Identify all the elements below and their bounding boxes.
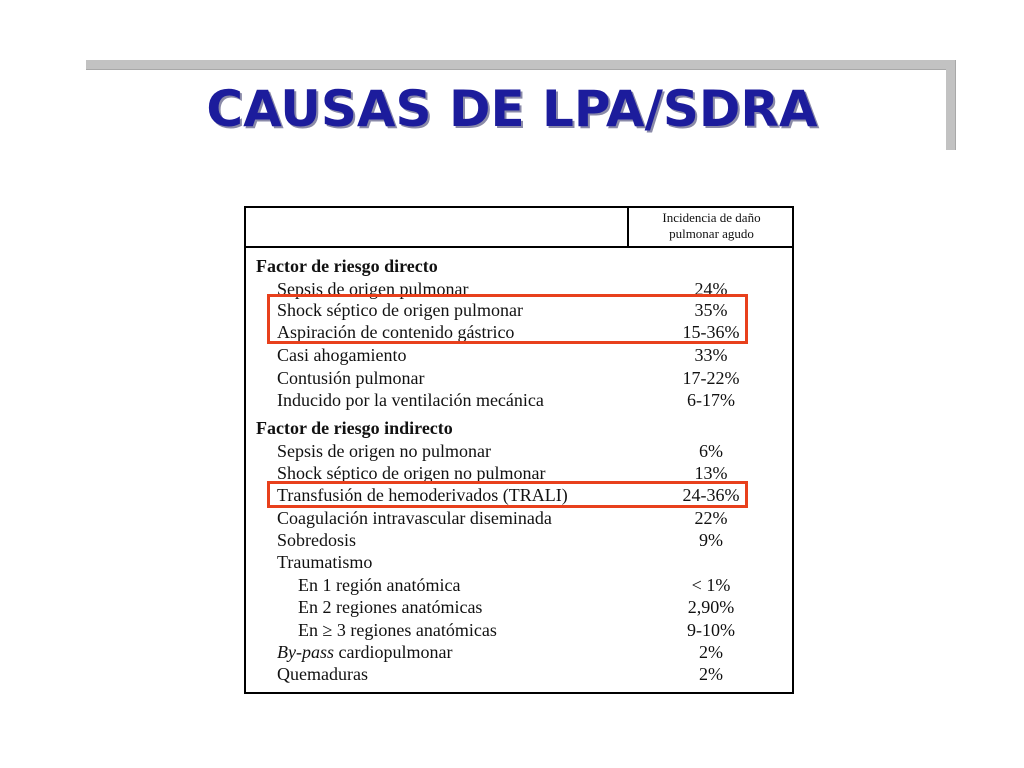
row-value: 6% bbox=[699, 441, 723, 461]
section-indirect-title: Factor de riesgo indirecto bbox=[256, 418, 453, 438]
row-value: 9% bbox=[699, 530, 723, 550]
row-value: 2% bbox=[699, 664, 723, 684]
row-value: < 1% bbox=[691, 575, 731, 595]
row-label: Shock séptico de origen no pulmonar bbox=[277, 463, 546, 483]
table-row bbox=[246, 345, 792, 368]
highlight-box-trali bbox=[267, 481, 748, 508]
table-row bbox=[246, 552, 792, 575]
table-row bbox=[246, 441, 792, 464]
table-row bbox=[246, 575, 792, 598]
row-label: En ≥ 3 regiones anatómicas bbox=[298, 620, 497, 640]
table-row bbox=[246, 390, 792, 413]
row-label: Sepsis de origen pulmonar bbox=[277, 279, 469, 299]
section-indirect-title-row bbox=[246, 418, 792, 441]
row-label: Casi ahogamiento bbox=[277, 345, 407, 365]
row-value: 24-36% bbox=[682, 485, 740, 505]
row-label: Traumatismo bbox=[277, 552, 373, 572]
row-value: 24% bbox=[694, 279, 728, 299]
row-label: Sobredosis bbox=[277, 530, 357, 550]
row-label: Quemaduras bbox=[277, 664, 368, 684]
row-value: 35% bbox=[694, 300, 728, 320]
row-label: Aspiración de contenido gástrico bbox=[277, 322, 515, 342]
row-value: 13% bbox=[694, 463, 728, 483]
row-value: 22% bbox=[694, 508, 728, 528]
table-header-divider bbox=[244, 246, 794, 248]
incidence-header-line2: pulmonar agudo bbox=[669, 226, 754, 241]
row-label bbox=[277, 642, 452, 663]
row-label: En 2 regiones anatómicas bbox=[298, 597, 483, 617]
incidence-column-header bbox=[629, 206, 794, 246]
row-label-italic: By-pass bbox=[277, 642, 334, 662]
slide-title: CAUSAS DE LPA/SDRA bbox=[206, 80, 818, 138]
row-label: Shock séptico de origen pulmonar bbox=[277, 300, 523, 320]
row-label-rest: cardiopulmonar bbox=[334, 642, 453, 662]
table-row bbox=[246, 642, 792, 665]
row-value: 6-17% bbox=[687, 390, 735, 410]
table-row bbox=[246, 664, 792, 687]
row-label: Sepsis de origen no pulmonar bbox=[277, 441, 491, 461]
row-label: Transfusión de hemoderivados (TRALI) bbox=[277, 485, 568, 505]
row-value: 15-36% bbox=[682, 322, 740, 342]
row-value: 33% bbox=[694, 345, 728, 365]
table-row bbox=[246, 620, 792, 643]
section-direct-title-row bbox=[246, 256, 792, 279]
row-value: 2% bbox=[699, 642, 723, 662]
section-direct-title: Factor de riesgo directo bbox=[256, 256, 438, 276]
incidence-header-line1: Incidencia de daño bbox=[662, 210, 761, 225]
frame-top-bar bbox=[86, 60, 955, 70]
table-row bbox=[246, 508, 792, 531]
row-label: Inducido por la ventilación mecánica bbox=[277, 390, 544, 410]
table-row bbox=[246, 368, 792, 391]
row-value: 17-22% bbox=[682, 368, 740, 388]
table-row bbox=[246, 530, 792, 553]
row-label: En 1 región anatómica bbox=[298, 575, 461, 595]
row-label: Coagulación intravascular diseminada bbox=[277, 508, 552, 528]
table-row bbox=[246, 597, 792, 620]
row-value: 9-10% bbox=[687, 620, 735, 640]
highlight-box-direct bbox=[267, 294, 748, 344]
row-value: 2,90% bbox=[687, 597, 735, 617]
row-label: Contusión pulmonar bbox=[277, 368, 425, 388]
